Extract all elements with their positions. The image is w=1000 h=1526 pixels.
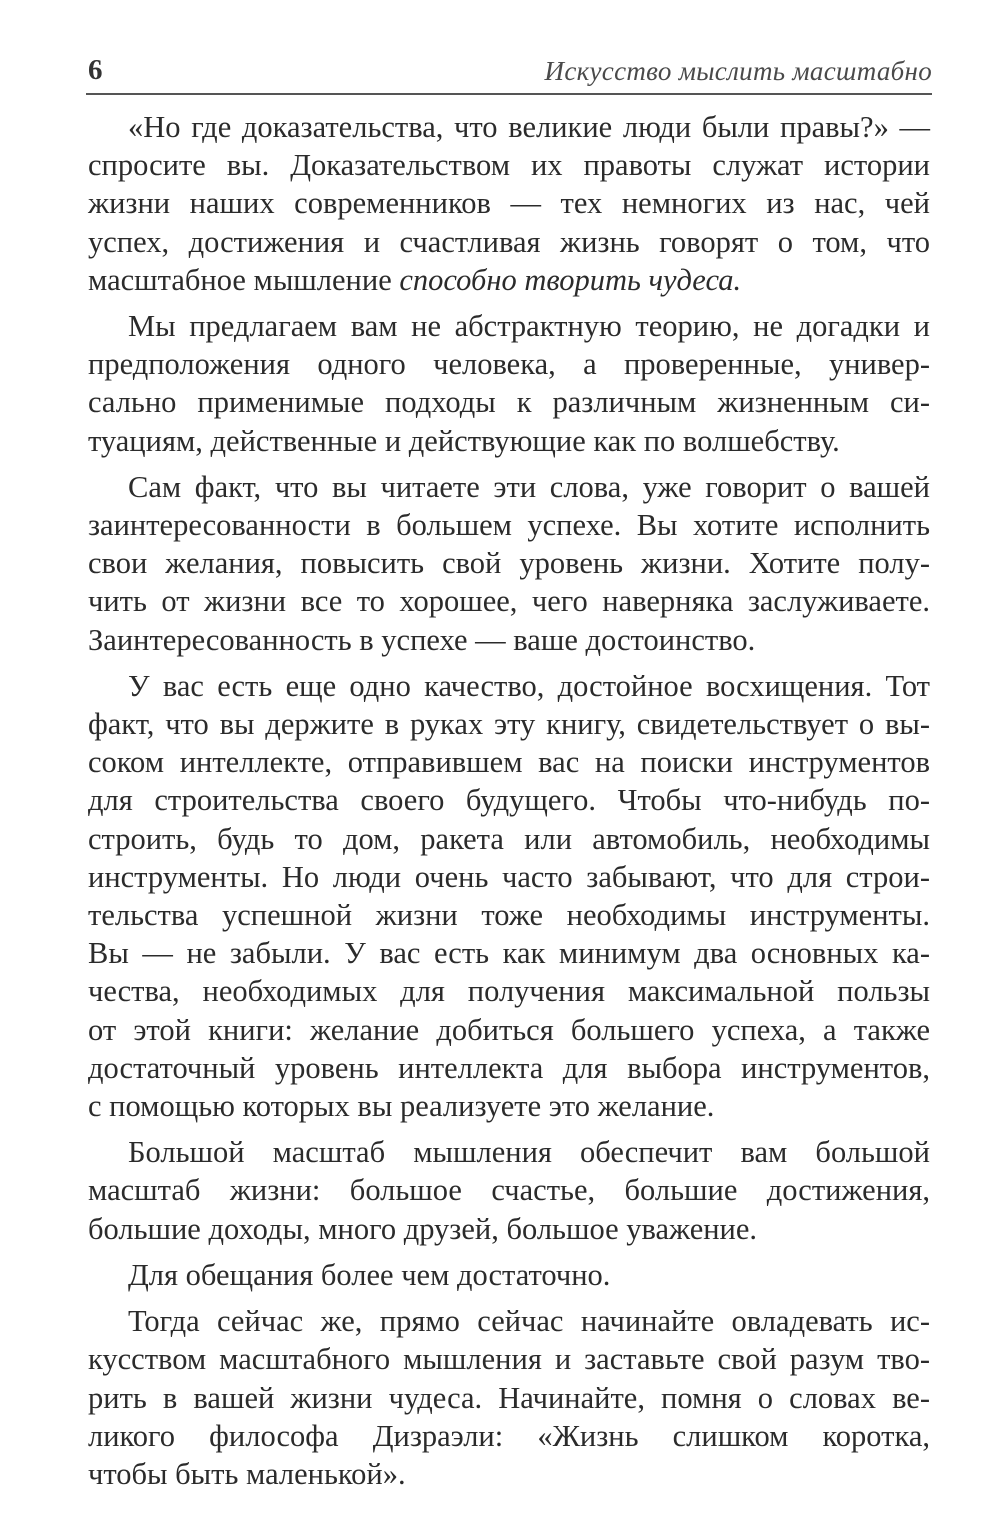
text-line: сально применимые подходы к различным жизненным си-	[88, 385, 930, 420]
text-line: Сам факт, что вы читаете эти слова, уже говорит о вашей	[128, 469, 930, 504]
header-rule	[86, 93, 932, 95]
text-line: соком интеллекте, отправившем вас на поиски инструментов	[88, 745, 930, 780]
text-line: факт, что вы держите в руках эту книгу, свидетельствует о вы-	[88, 707, 930, 742]
text-line: с помощью которых вы реализуете это желание.	[88, 1089, 715, 1124]
text-line: предположения одного человека, а проверенные, универ-	[88, 347, 930, 382]
paragraph-4	[88, 667, 930, 1125]
text-line: масштаб жизни: большое счастье, большие достижения,	[88, 1173, 930, 1208]
text-line: Мы предлагаем вам не абстрактную теорию, не догадки и	[128, 309, 930, 344]
paragraph-2	[88, 307, 930, 460]
paragraph-1	[88, 108, 930, 299]
text-line: кусством масштабного мышления и заставьте свой разум тво-	[88, 1342, 930, 1377]
text-line: Тогда сейчас же, прямо сейчас начинайте овладевать ис-	[128, 1304, 930, 1339]
text-line	[88, 261, 930, 299]
text-line: строить, будь то дом, ракета или автомобиль, необходимы	[88, 821, 930, 856]
text-line: чтобы быть маленькой».	[88, 1456, 406, 1491]
text-line: Заинтересованность в успехе — ваше достоинство.	[88, 622, 756, 657]
paragraph-6	[88, 1256, 930, 1294]
text-line: чить от жизни все то хорошее, чего наверняка заслуживаете.	[88, 584, 930, 619]
text-line: Вы — не забыли. У вас есть как минимум два основных ка-	[88, 936, 930, 971]
text-line: заинтересованности в большем успехе. Вы хотите исполнить	[88, 508, 930, 543]
text-line: Большой масштаб мышления обеспечит вам большой	[128, 1135, 930, 1170]
body-text	[88, 108, 930, 1501]
italic-emphasis: способно творить чудеса.	[399, 262, 742, 297]
paragraph-5	[88, 1133, 930, 1248]
text-line: У вас есть еще одно качество, достойное восхищения. Тот	[128, 668, 930, 703]
text-line: спросите вы. Доказательством их правоты служат истории	[88, 148, 930, 183]
text-line: большие доходы, много друзей, большое уважение.	[88, 1211, 758, 1246]
text-line: тельства успешной жизни тоже необходимы инструменты.	[88, 898, 930, 933]
text-line: рить в вашей жизни чудеса. Начинайте, помня о словах ве-	[88, 1380, 930, 1415]
text-line: туациям, действенные и действующие как по волшебству.	[88, 423, 840, 458]
text-line: чества, необходимых для получения максимальной пользы	[88, 974, 930, 1009]
paragraph-3	[88, 468, 930, 659]
text-line: жизни наших современников — тех немногих из нас, чей	[88, 186, 930, 221]
text-line: успех, достижения и счастливая жизнь говорят о том, что	[88, 224, 930, 259]
text-line: свои желания, повысить свой уровень жизни. Хотите полу-	[88, 546, 930, 581]
text-line: ликого философа Дизраэли: «Жизнь слишком коротка,	[88, 1418, 930, 1453]
running-title: Искусство мыслить масштабно	[544, 56, 932, 86]
text-line: «Но где доказательства, что великие люди были правы?» —	[128, 110, 930, 144]
text-segment: масштабное мышление	[88, 262, 400, 297]
paragraph-7	[88, 1302, 930, 1493]
page-number: 6	[88, 54, 103, 86]
text-line: инструменты. Но люди очень часто забывают, что для строи-	[88, 859, 930, 894]
text-line: достаточный уровень интеллекта для выбора инструментов,	[88, 1050, 930, 1085]
text-line: Для обещания более чем достаточно.	[128, 1257, 611, 1292]
text-line: от этой книги: желание добиться большего успеха, а также	[88, 1012, 930, 1047]
text-line: для строительства своего будущего. Чтобы что-нибудь по-	[88, 783, 930, 818]
page-header	[86, 52, 932, 92]
